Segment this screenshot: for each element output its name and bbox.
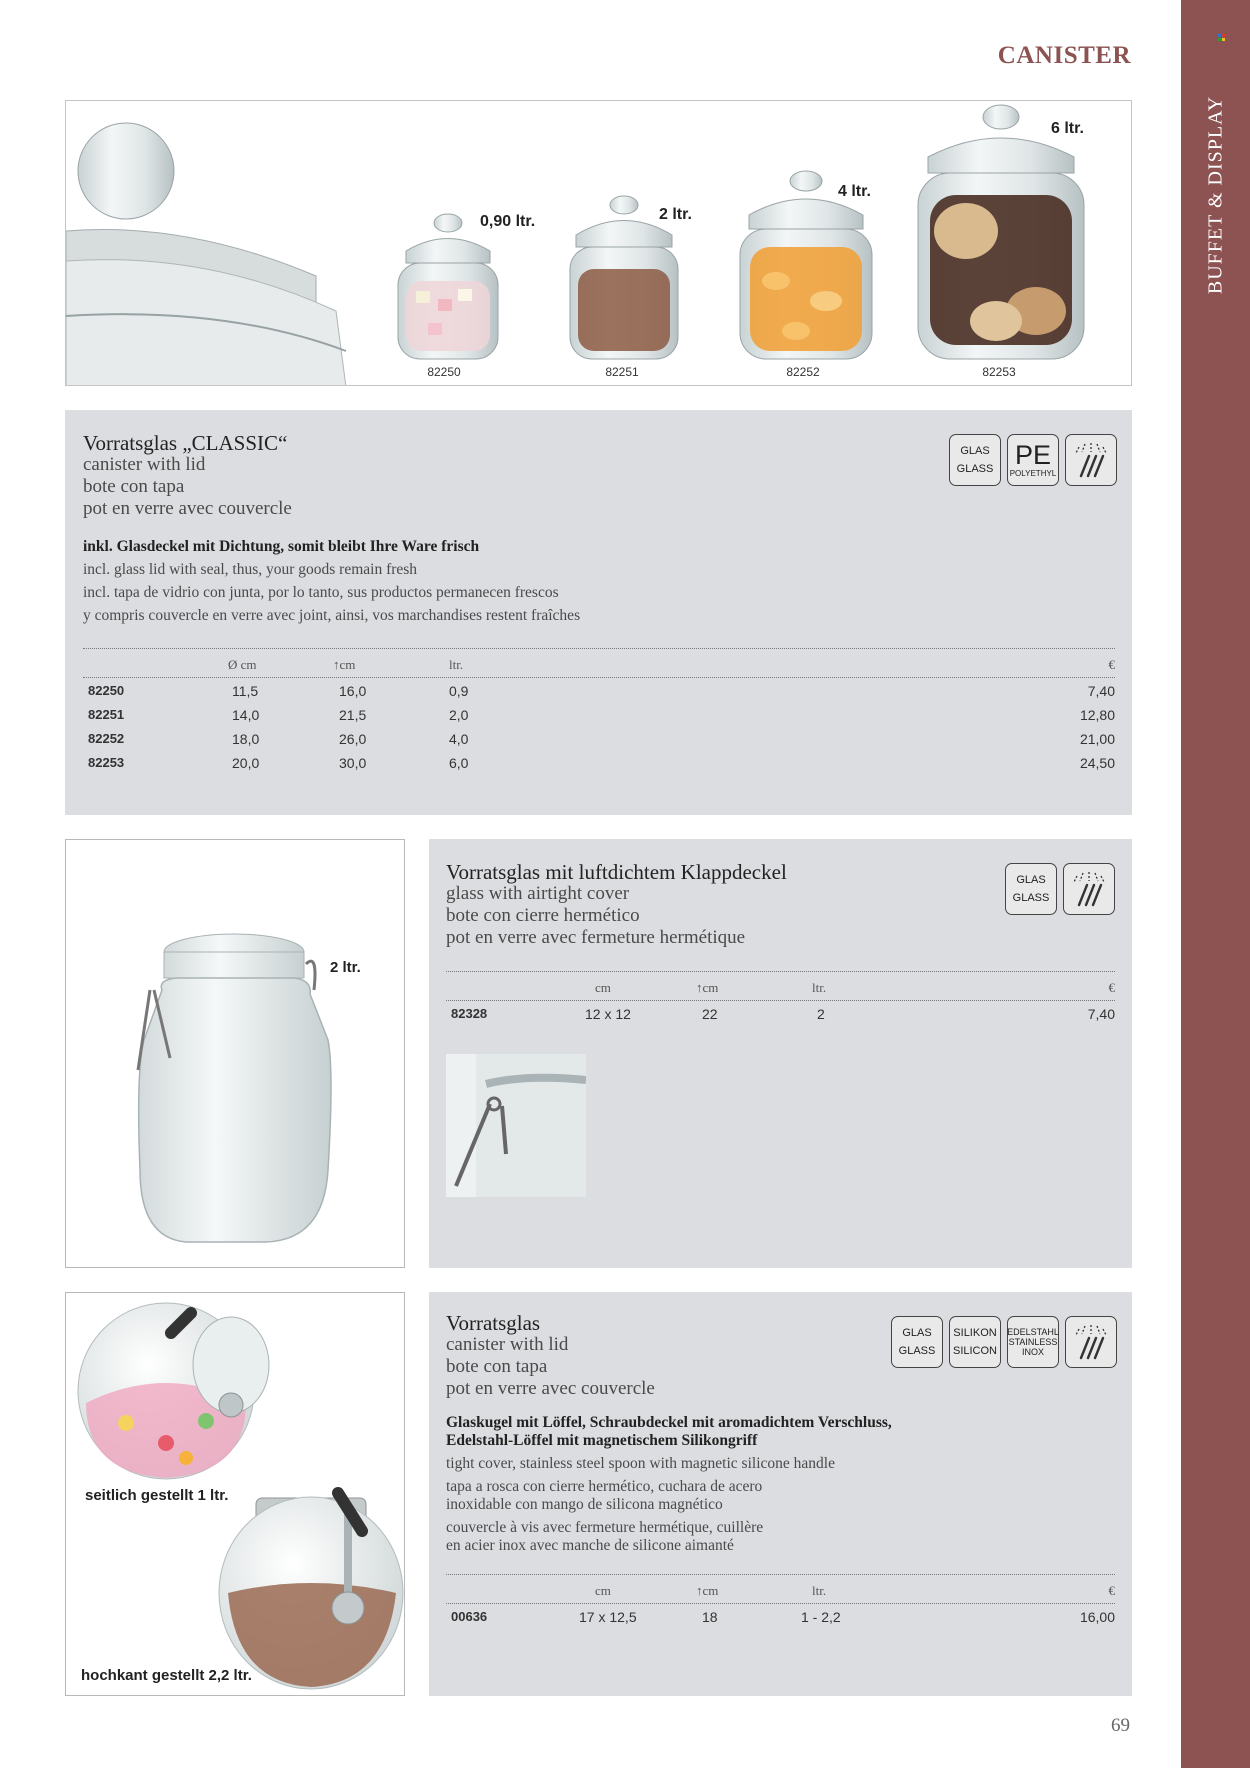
column-header-height: ↑cm (696, 980, 719, 995)
height-arrow-icon: ↑ (333, 657, 340, 672)
product-subtitle-fr: pot en verre avec fermeture hermétique (446, 927, 746, 948)
product-description-fr: en acier inox avec manche de silicone aimanté (446, 1537, 734, 1554)
column-header-price: € (1108, 980, 1115, 995)
classic-spec-table (83, 648, 1115, 798)
table-cell-height: 21,5 (339, 707, 367, 723)
canister-jars-illustration (66, 101, 1132, 386)
table-cell-volume: 1 - 2,2 (801, 1609, 841, 1625)
table-cell-size: 12 x 12 (585, 1006, 631, 1022)
jar-code-82251: 82251 (605, 365, 639, 379)
table-cell-diameter: 14,0 (232, 707, 260, 723)
table-cell-code: 82328 (451, 1006, 488, 1021)
product-subtitle-fr: pot en verre avec couvercle (83, 498, 292, 519)
product-subtitle-en: glass with airtight cover (446, 883, 630, 904)
table-cell-diameter: 18,0 (232, 731, 260, 747)
jar-size-82251: 2 ltr. (659, 206, 692, 223)
column-header-volume: ltr. (449, 657, 464, 672)
product-description-en: incl. glass lid with seal, thus, your goods remain fresh (83, 561, 418, 578)
table-cell-volume: 2,0 (449, 707, 469, 723)
product-description-de: Glaskugel mit Löffel, Schraubdeckel mit aromadichtem Verschluss, (446, 1414, 892, 1431)
table-cell-volume: 0,9 (449, 683, 469, 699)
table-cell-price: 12,80 (1079, 707, 1115, 723)
table-cell-height: 22 (702, 1006, 718, 1022)
jar-code-82252: 82252 (786, 365, 820, 379)
table-cell-price: 7,40 (1087, 683, 1115, 699)
table-cell-code: 00636 (451, 1609, 488, 1624)
airtight-spec-table (446, 971, 1115, 1031)
side-orientation-label: seitlich gestellt 1 ltr. (85, 1487, 229, 1504)
glass-material-icon: GLAS GLASS (891, 1316, 943, 1368)
swing-top-jar-illustration (66, 840, 405, 1268)
airtight-jar-size-label: 2 ltr. (330, 959, 361, 976)
silicone-material-icon: SILIKON SILICON (949, 1316, 1001, 1368)
column-header-size: cm (595, 980, 611, 995)
dishwasher-safe-icon (1063, 863, 1115, 915)
jar-size-82253: 6 ltr. (1051, 120, 1084, 137)
height-arrow-icon: ↑ (696, 1583, 703, 1598)
product-description-fr: y compris couvercle en verre avec joint, ainsi, vos marchandises restent fraîches (83, 607, 581, 624)
airtight-product-panel (429, 839, 1132, 1268)
column-header-volume: ltr. (812, 980, 827, 995)
product-description-es: incl. tapa de vidrio con junta, por lo tanto, sus productos permanecen frescos (83, 584, 559, 601)
page-number: 69 (1111, 1715, 1130, 1736)
column-header-price: € (1108, 1583, 1115, 1598)
table-cell-height: 30,0 (339, 755, 367, 771)
jar-size-82252: 4 ltr. (838, 183, 871, 200)
material-badges (1005, 863, 1115, 915)
clasp-detail-photo (446, 1054, 586, 1197)
table-cell-height: 26,0 (339, 731, 367, 747)
table-cell-code: 82252 (88, 731, 125, 746)
product-description-es: inoxidable con mango de silicona magnético (446, 1496, 723, 1513)
page-title: CANISTER (997, 42, 1131, 69)
column-header-price: € (1108, 657, 1115, 672)
column-header-volume: ltr. (812, 1583, 827, 1598)
table-cell-code: 82250 (88, 683, 125, 698)
table-cell-volume: 4,0 (449, 731, 469, 747)
product-title: Vorratsglas mit luftdichtem Klappdeckel (446, 860, 787, 884)
product-subtitle-fr: pot en verre avec couvercle (446, 1378, 655, 1399)
sidebar-section-label: BUFFET & DISPLAY (1204, 95, 1227, 295)
table-cell-code: 82253 (88, 755, 125, 770)
column-header-size: cm (595, 1583, 611, 1598)
material-badges (891, 1316, 1117, 1368)
product-description-es: tapa a rosca con cierre hermético, cuchara de acero (446, 1478, 763, 1495)
jar-code-82250: 82250 (427, 365, 461, 379)
column-header-diameter: Ø cm (228, 657, 257, 672)
product-subtitle-es: bote con cierre hermético (446, 905, 640, 926)
height-arrow-icon: ↑ (696, 980, 703, 995)
material-badges (949, 434, 1117, 486)
table-cell-code: 82251 (88, 707, 125, 722)
table-cell-diameter: 11,5 (232, 683, 259, 699)
stainless-steel-material-icon: EDELSTAHL STAINLESS INOX (1007, 1316, 1059, 1368)
glass-material-icon: GLAS GLASS (949, 434, 1001, 486)
dishwasher-safe-icon (1065, 434, 1117, 486)
product-title: Vorratsglas „CLASSIC“ (83, 431, 288, 455)
classic-product-panel (65, 410, 1132, 815)
polyethylene-material-icon: PE POLYETHYL (1007, 434, 1059, 486)
table-cell-price: 21,00 (1079, 731, 1115, 747)
product-description-de: inkl. Glasdeckel mit Dichtung, somit bleibt Ihre Ware frisch (83, 538, 480, 555)
hero-photo (65, 100, 1132, 386)
color-dots-icon (1218, 34, 1226, 42)
sphere-spec-table (446, 1574, 1115, 1634)
table-cell-price: 16,00 (1079, 1609, 1115, 1625)
dishwasher-safe-icon (1065, 1316, 1117, 1368)
column-header-height: ↑cm (696, 1583, 719, 1598)
table-cell-size: 17 x 12,5 (579, 1609, 637, 1625)
product-description-fr: couvercle à vis avec fermeture hermétique, cuillère (446, 1519, 764, 1536)
jar-82253-icon (918, 105, 1084, 359)
product-description-en: tight cover, stainless steel spoon with magnetic silicone handle (446, 1455, 835, 1472)
sphere-jar-photo (65, 1292, 405, 1696)
jar-size-82250: 0,90 ltr. (480, 213, 536, 230)
jar-82250-icon (398, 214, 498, 359)
table-cell-volume: 6,0 (449, 755, 469, 771)
product-subtitle-en: canister with lid (446, 1334, 569, 1355)
table-cell-price: 24,50 (1079, 755, 1115, 771)
glass-material-icon: GLAS GLASS (1005, 863, 1057, 915)
product-description-de: Edelstahl-Löffel mit magnetischem Silikongriff (446, 1432, 758, 1449)
product-subtitle-en: canister with lid (83, 454, 206, 475)
table-cell-volume: 2 (817, 1006, 825, 1022)
product-subtitle-es: bote con tapa (83, 476, 185, 497)
airtight-jar-photo (65, 839, 405, 1268)
sphere-product-panel (429, 1292, 1132, 1696)
product-subtitle-es: bote con tapa (446, 1356, 548, 1377)
table-cell-diameter: 20,0 (232, 755, 260, 771)
column-header-height: ↑cm (333, 657, 356, 672)
product-title: Vorratsglas (446, 1311, 541, 1335)
table-cell-height: 16,0 (339, 683, 367, 699)
table-cell-price: 7,40 (1087, 1006, 1115, 1022)
upright-orientation-label: hochkant gestellt 2,2 ltr. (81, 1667, 252, 1684)
jar-code-82253: 82253 (982, 365, 1016, 379)
table-cell-height: 18 (702, 1609, 718, 1625)
